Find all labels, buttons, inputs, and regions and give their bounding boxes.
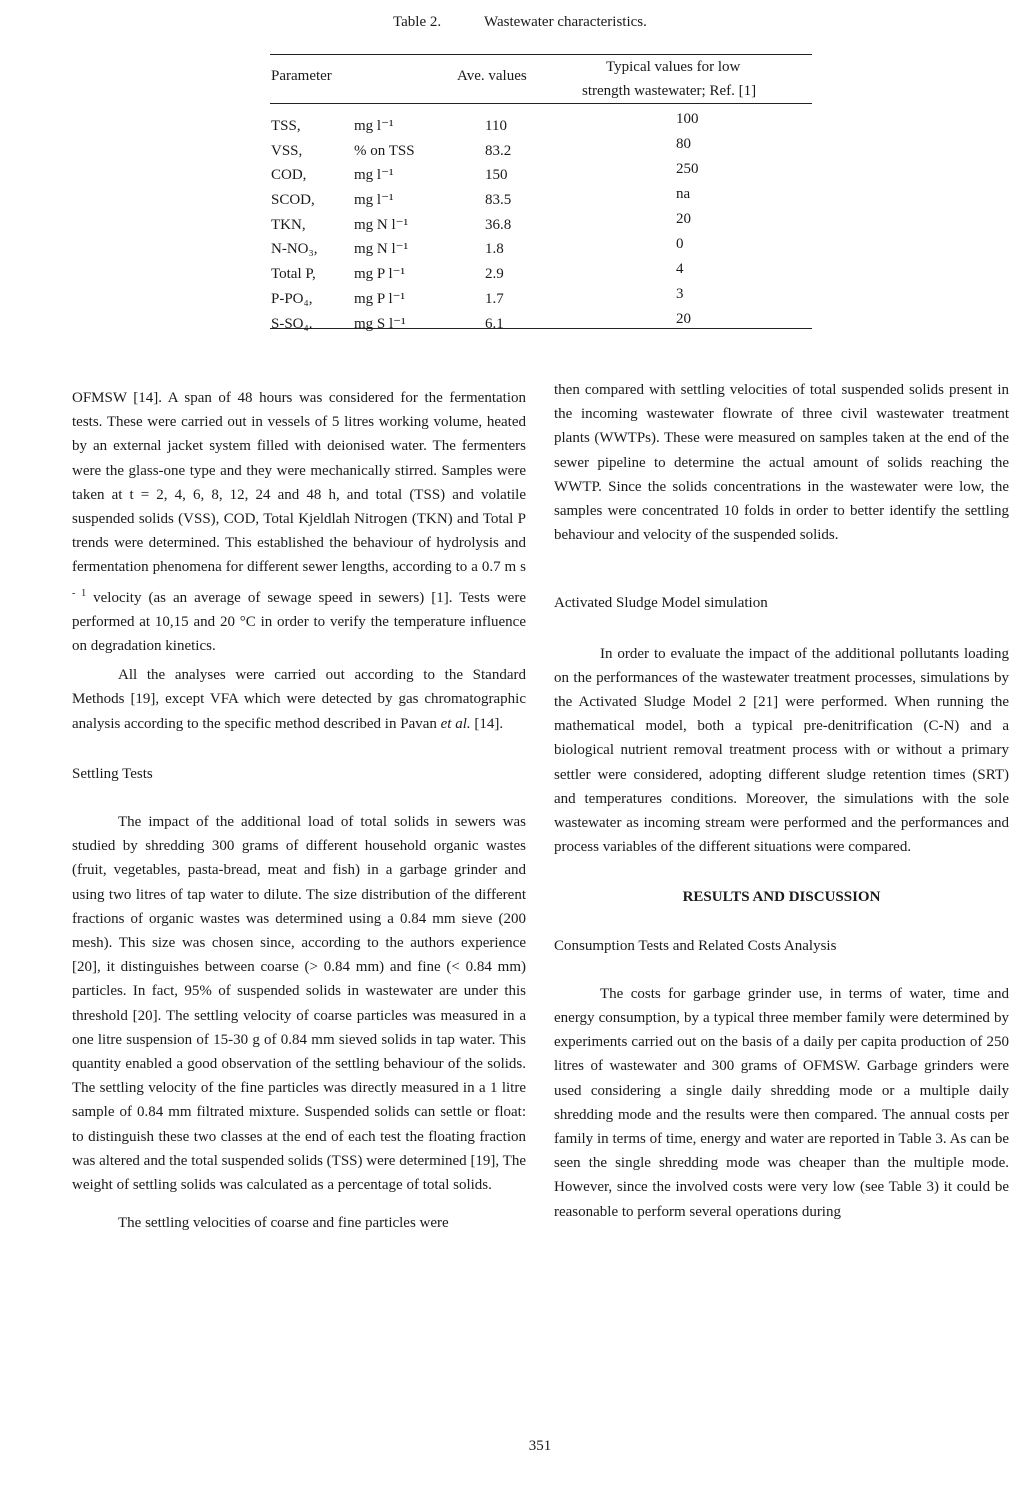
table-title xyxy=(393,14,647,31)
page-number: 351 xyxy=(528,1438,552,1454)
text-run: All the analyses were carried out according to the Standard Methods [19], except VFA which were detected by gas chromatographic analysis according to the specific method described in Pavan xyxy=(72,667,526,732)
section-heading-asm: Activated Sludge Model simulation xyxy=(554,595,768,612)
ave-values-column xyxy=(485,114,511,336)
left-paragraph-analyses xyxy=(72,663,526,736)
text-run: OFMSW [14]. A span of 48 hours was considered for the fermentation tests. These were carried out in vessels of 5 litres working volume, heated by an external jacket system filled with deionised water. The fermenters were the glass-one type and they were mechanically stirred. Samples were taken at t = 2, 4, 6, 8, 12, 24 and 48 h, and total (TSS) and volatile suspended solids (VSS), COD, Total Kjeldlah Nitrogen (TKN) and Total P trends were determined. This established the behaviour of hydrolysis and fermentation phenomena for different sewer lengths, according to a 0.7 m s xyxy=(72,390,526,576)
section-heading-settling: Settling Tests xyxy=(72,765,153,782)
right-paragraph-comparison: then compared with settling velocities of total suspended solids present in the incoming wastewater flowrate of three civil wastewater treatment plants (WWTPs). These were measured on samples taken at the end of the sewer pipeline to determine the actual amount of solids reaching the WWTP. Since the solids concentrations in the wastewater were low, the samples were concentrated 10 folds in order to better identify the settling behaviour and velocity of the suspended solids. xyxy=(554,382,1009,544)
table-cell-typical: 250 xyxy=(676,161,699,177)
table-cell-typical: 20 xyxy=(676,211,691,227)
table-cell-ave: 1.8 xyxy=(485,241,504,258)
header-typical-line1: Typical values for low xyxy=(606,59,741,75)
table-cell-typical: na xyxy=(676,186,691,202)
table-cell-unit: mg P l⁻¹ xyxy=(354,290,406,307)
right-column xyxy=(554,378,1009,1224)
table-cell-unit: mg S l⁻¹ xyxy=(354,315,406,332)
table-cell-param: TKN, xyxy=(271,216,306,233)
table-cell-param: COD, xyxy=(271,167,307,184)
right-paragraph-costs: The costs for garbage grinder use, in terms of water, time and energy consumption, by a typical three member family were determined by experiments carried out on the basis of a daily per capita production of 250 litres of wastewater and 300 grams of OFMSW. Garbage grinders were used considering a single daily shredding mode or a multiple daily shredding mode and the results were then compared. The annual costs per family in terms of time, energy and water are reported in Table 3. As can be seen the single shredding mode was cheaper than the multiple mode. However, since the involved costs were very low (see Table 3) it could be reasonable to perform several operations during xyxy=(554,985,1009,1220)
table-cell-unit: mg l⁻¹ xyxy=(354,167,394,184)
unit-column xyxy=(354,114,415,336)
table-cell-param: Total P, xyxy=(271,266,316,283)
italic-text: et al. xyxy=(440,715,471,732)
table-cell-ave: 83.2 xyxy=(485,142,512,159)
section-heading-results: RESULTS AND DISCUSSION xyxy=(682,889,881,906)
table-cell-ave: 110 xyxy=(485,118,507,134)
table-cell-param: SCOD, xyxy=(271,192,315,209)
table-label: Table 2. xyxy=(393,14,442,30)
superscript: - 1 xyxy=(72,587,87,599)
table-cell-ave: 2.9 xyxy=(485,266,504,283)
left-paragraph-settling: The impact of the additional load of total solids in sewers was studied by shredding 300 grams of different household organic wastes (fruit, vegetables, pasta-bread, meat and fish) in a garbage grinder and using two litres of tap water to dilute. The size distribution of the different fractions of organic wastes was determined using a 0.84 mm sieve (200 mesh). This size was chosen since, according to the authors experience [20], it distinguishes between coarse (> 0.84 mm) and fine (< 0.84 mm) particles. In fact, 95% of suspended solids in wastewater are under this threshold [20]. The settling velocity of coarse particles was measured in a one litre suspension of 15-30 g of 0.84 mm sieved solids in tap water. This quantity enabled a good observation of the settling behaviour of the solids. The settling velocity of the fine particles was directly measured in a 1 litre sample of 0.84 mm filtrated mixture. Suspended solids can settle or float: to distinguish these two classes at the end of each test the floating fraction was altered and the total suspended solids (TSS) were determined [19], The weight of settling solids was calculated as a percentage of total solids. xyxy=(72,814,526,1194)
left-paragraph-fermentation xyxy=(72,386,526,658)
table-cell-param: VSS, xyxy=(271,142,303,159)
table-cell-unit: % on TSS xyxy=(354,142,415,159)
table-cell-param: N-NO₃, xyxy=(271,241,318,258)
table-cell-unit: mg l⁻¹ xyxy=(354,118,394,134)
table-cell-unit: mg N l⁻¹ xyxy=(354,241,409,258)
typical-values-column xyxy=(676,107,699,332)
table-cell-ave: 1.7 xyxy=(485,290,504,307)
table-cell-param: P-PO₄, xyxy=(271,290,313,307)
left-column xyxy=(72,386,526,1236)
table-cell-param: S-SO₄. xyxy=(271,315,313,332)
table-cell-typical: 20 xyxy=(676,311,691,327)
parameter-column xyxy=(271,114,317,336)
right-paragraph-asm: In order to evaluate the impact of the additional pollutants loading on the performances of the wastewater treatment processes, simulations by the Activated Sludge Model 2 [21] were performed. When running the mathematical model, both a typical pre-denitrification (C-N) and a biological nutrient removal treatment process with or without a primary settler were considered, adopting different sludge retention times (SRT) and temperatures conditions. Moreover, the simulations with the sole wastewater as incoming stream were performed and the performances and process variables of the different situations were compared. xyxy=(554,645,1009,856)
table-cell-typical: 4 xyxy=(676,261,684,277)
table-cell-unit: mg l⁻¹ xyxy=(354,192,394,209)
table-bottom-rule xyxy=(270,328,812,329)
table-cell-unit: mg P l⁻¹ xyxy=(354,266,406,283)
table-cell-unit: mg N l⁻¹ xyxy=(354,216,409,233)
text-run: velocity (as an average of sewage speed in sewers) [1]. Tests were performed at 10,15 and 20 °C in order to verify the temperature influence on degradation kinetics. xyxy=(72,589,526,655)
table-cell-param: TSS, xyxy=(271,118,301,134)
table-header-rule xyxy=(270,103,812,104)
header-parameter: Parameter xyxy=(271,68,332,84)
wastewater-table xyxy=(270,50,812,340)
table-cell-ave: 6.1 xyxy=(485,315,504,332)
table-cell-typical: 80 xyxy=(676,136,691,152)
text-run: [14]. xyxy=(470,715,504,732)
table-cell-typical: 0 xyxy=(676,236,684,252)
table-cell-ave: 83.5 xyxy=(485,192,512,209)
table-caption: Wastewater characteristics. xyxy=(484,14,647,30)
table-cell-ave: 36.8 xyxy=(485,216,512,233)
table-top-rule xyxy=(270,54,812,55)
header-ave-values: Ave. values xyxy=(457,68,527,84)
table-cell-ave: 150 xyxy=(485,167,508,184)
header-typical-line2: strength wastewater; Ref. [1] xyxy=(582,83,757,99)
section-heading-consumption: Consumption Tests and Related Costs Analysis xyxy=(554,937,837,954)
table-cell-typical: 100 xyxy=(676,111,699,127)
table-cell-typical: 3 xyxy=(676,286,684,302)
left-paragraph-last: The settling velocities of coarse and fine particles were xyxy=(118,1215,449,1232)
